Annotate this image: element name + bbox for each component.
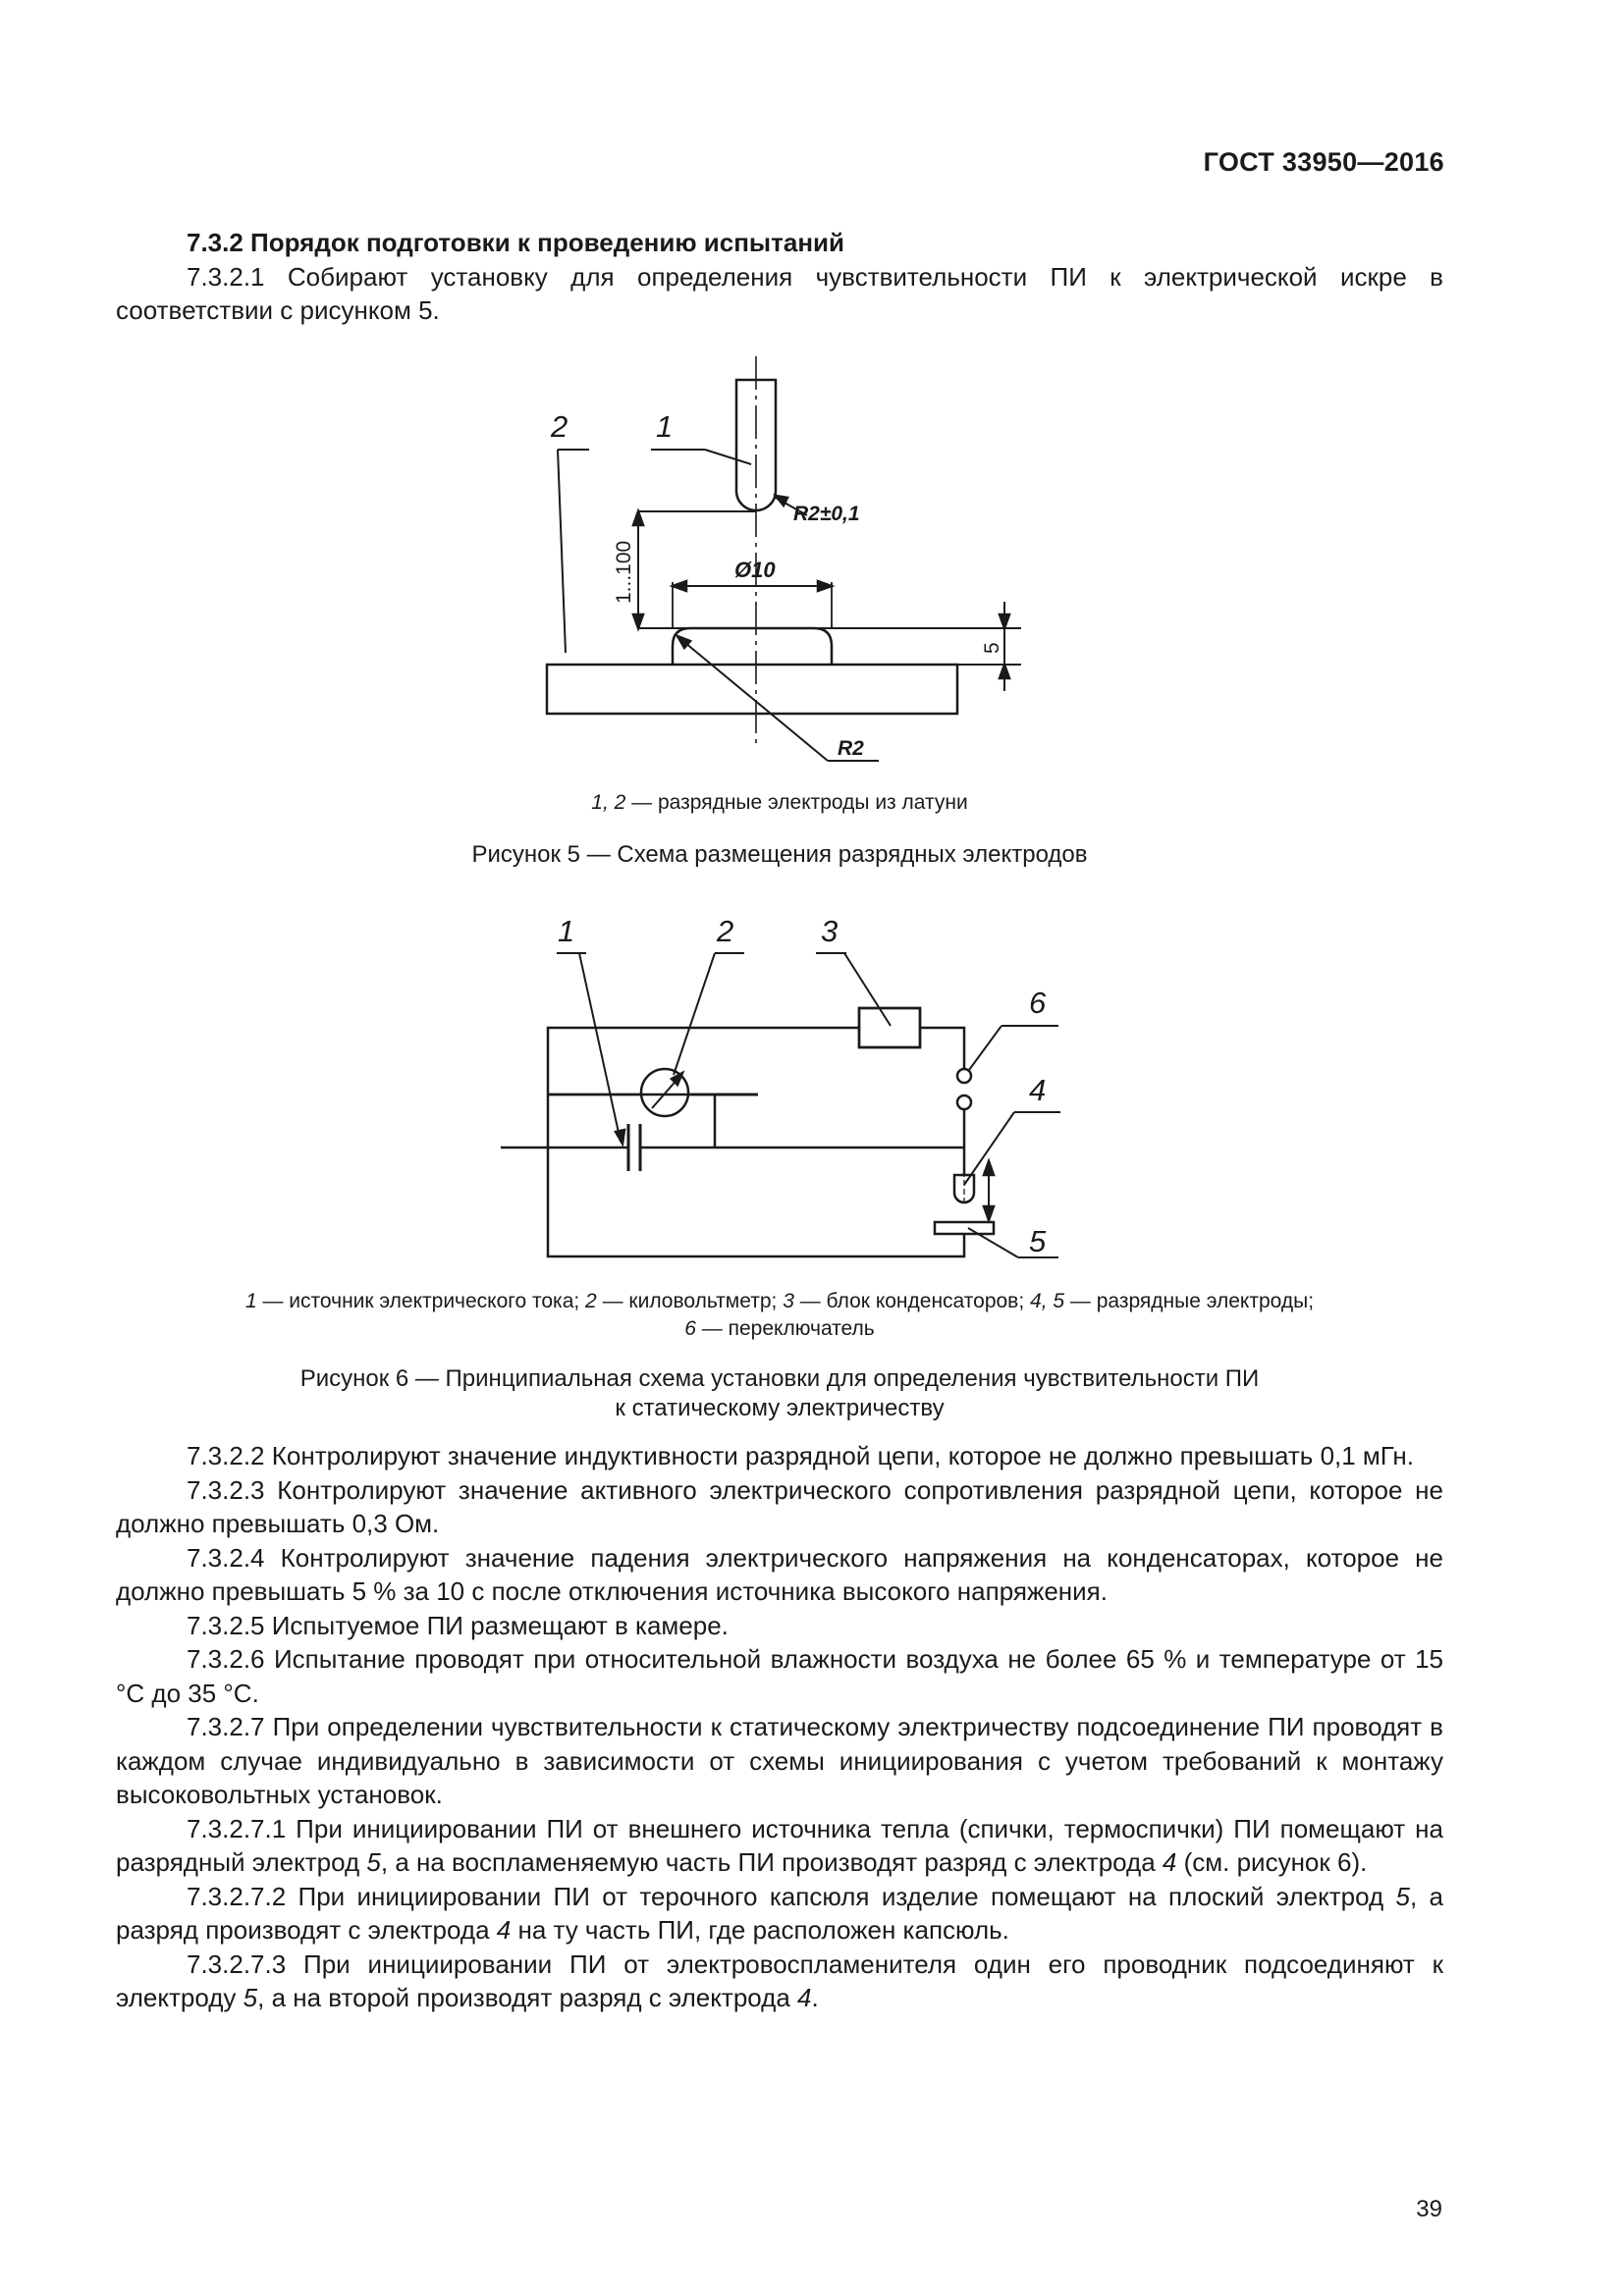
- r-bottom-leader: [679, 638, 828, 761]
- label-h5: 5: [981, 642, 1003, 654]
- legend-6-n2: 2: [585, 1290, 597, 1312]
- legend-6-n1: 1: [244, 1290, 257, 1312]
- label-5: 5: [1029, 1224, 1047, 1258]
- standard-header: ГОСТ 33950—2016: [1203, 147, 1444, 177]
- paragraph-7-3-2-6: 7.3.2.6 Испытание проводят при относительной влажности воздуха не более 65 % и температуре от 15 °С до 35 °С.: [116, 1644, 1443, 1708]
- label-r-top: R2±0,1: [793, 503, 860, 525]
- legend-6-n3: 3: [783, 1290, 794, 1312]
- p9-e: на ту часть ПИ, где расположен капсюль.: [511, 1915, 1009, 1945]
- label-1-leader: [705, 450, 751, 464]
- figure-6-legend: [116, 1288, 1443, 1343]
- label-4: 4: [1029, 1073, 1047, 1107]
- legend-6-t1: — источник электрического тока;: [256, 1290, 586, 1312]
- dim-arrow-up: [633, 511, 643, 525]
- p10-a: 7.3.2.7.3 При инициировании ПИ от электровоспламенителя один его проводник подсоединяют к электроду: [116, 1949, 1443, 2012]
- section-intro: [116, 226, 1443, 328]
- bottom-electrode-bump: [673, 628, 832, 665]
- paragraph-7-3-2-1: 7.3.2.1 Собирают установку для определения чувствительности ПИ к электрической искре в соответствии с рисунком 5.: [116, 261, 1443, 325]
- p8-d: 4: [1162, 1847, 1177, 1877]
- figure-6-caption-line2: к статическому электричеству: [615, 1395, 945, 1421]
- label-1: 1: [558, 914, 575, 948]
- figure-6-diagram: [501, 908, 1110, 1271]
- figure-5-caption: Рисунок 5 — Схема размещения разрядных электродов: [471, 841, 1088, 868]
- electrode-5: [935, 1222, 994, 1234]
- label-r-bottom: R2: [838, 737, 864, 760]
- page-number: 39: [1416, 2196, 1442, 2222]
- body-text: [116, 1439, 1443, 2015]
- p9-b: 5: [1395, 1881, 1410, 1911]
- p8-c: , а на воспламеняемую часть ПИ производят разряд с электрода: [380, 1847, 1163, 1877]
- paragraph-7-3-2-7: 7.3.2.7 При определении чувствительности к статическому электричеству подсоединение ПИ проводят в каждом случае индивидуально в зависимости от схемы инициирования с учетом требований к монтажу высоковольтных установок.: [116, 1712, 1443, 1809]
- p10-b: 5: [243, 1983, 258, 2012]
- paragraph-7-3-2-7-1: [116, 1812, 1443, 1880]
- switch-6-contact-bottom: [957, 1095, 971, 1109]
- h-arrow-bottom: [1000, 665, 1009, 678]
- figure-6-caption: [116, 1364, 1443, 1423]
- switch-6-contact-top: [957, 1069, 971, 1083]
- paragraph-7-3-2-4: 7.3.2.4 Контролируют значение падения электрического напряжения на конденсаторах, которое не должно превышать 5 % за 10 с после отключения источника высокого напряжения.: [116, 1542, 1443, 1606]
- dia-arrow-right: [818, 581, 832, 591]
- legend-6-t45: — разрядные электроды;: [1064, 1290, 1315, 1312]
- capacitor-block-3: [859, 1008, 920, 1047]
- legend-6-n45: 4, 5: [1030, 1290, 1065, 1312]
- paragraph-7-3-2-3: 7.3.2.3 Контролируют значение активного электрического сопротивления разрядной цепи, которое не должно превышать 0,3 Ом.: [116, 1474, 1443, 1538]
- travel-arrow-up: [984, 1161, 994, 1175]
- label-6-leader: [969, 1026, 1001, 1070]
- label-1-leader: [579, 953, 621, 1142]
- h-arrow-top: [1000, 614, 1009, 628]
- travel-arrow-down: [984, 1206, 994, 1220]
- label-2: 2: [551, 409, 568, 444]
- legend-6-t3: — блок конденсаторов;: [793, 1290, 1031, 1312]
- label-2-leader: [558, 450, 566, 653]
- paragraph-7-3-2-5: 7.3.2.5 Испытуемое ПИ размещают в камере.: [187, 1610, 729, 1640]
- p9-a: 7.3.2.7.2 При инициировании ПИ от терочного капсюля изделие помещают на плоский электрод: [187, 1881, 1396, 1911]
- p9-c: , а разряд производят с электрода: [116, 1881, 1443, 1945]
- label-2: 2: [717, 914, 734, 948]
- label-2-leader: [674, 953, 715, 1075]
- p9-d: 4: [496, 1915, 512, 1945]
- p8-a: 7.3.2.7.1 При инициировании ПИ от внешнего источника тепла (спички, термоспички) ПИ помещают на разрядный электрод: [116, 1813, 1443, 1877]
- label-1-arrow: [616, 1130, 624, 1144]
- p10-e: .: [811, 1983, 819, 2012]
- section-heading: 7.3.2 Порядок подготовки к проведению испытаний: [187, 228, 844, 257]
- legend-6-t2: — киловольтметр;: [596, 1290, 784, 1312]
- paragraph-7-3-2-7-2: [116, 1880, 1443, 1948]
- label-diameter: Ø10: [734, 558, 776, 582]
- figure-5-legend: [116, 789, 1443, 817]
- bottom-electrode-plate: [547, 665, 957, 714]
- legend-6-n6: 6: [684, 1317, 696, 1340]
- label-3: 3: [821, 914, 839, 948]
- legend-5-text: — разрядные электроды из латуни: [625, 791, 968, 814]
- legend-6-t6: — переключатель: [695, 1317, 875, 1340]
- wire-outer: [548, 1028, 964, 1256]
- paragraph-7-3-2-2: 7.3.2.2 Контролируют значение индуктивности разрядной цепи, которое не должно превышать 0,1 мГн.: [187, 1441, 1415, 1470]
- dim-arrow-down: [633, 614, 643, 628]
- legend-5-nums: 1, 2: [591, 791, 626, 814]
- dia-arrow-left: [673, 581, 686, 591]
- label-range: 1...100: [613, 540, 635, 604]
- p8-e: (см. рисунок 6).: [1176, 1847, 1368, 1877]
- p10-c: , а на второй производят разряд с электрода: [257, 1983, 798, 2012]
- p10-d: 4: [797, 1983, 812, 2012]
- figure-5-diagram: [511, 348, 1080, 780]
- label-6: 6: [1029, 986, 1047, 1020]
- paragraph-7-3-2-7-3: [116, 1948, 1443, 2015]
- figure-6-caption-line1: Рисунок 6 — Принципиальная схема установки для определения чувствительности ПИ: [299, 1365, 1260, 1392]
- p8-b: 5: [366, 1847, 381, 1877]
- label-1: 1: [656, 409, 674, 444]
